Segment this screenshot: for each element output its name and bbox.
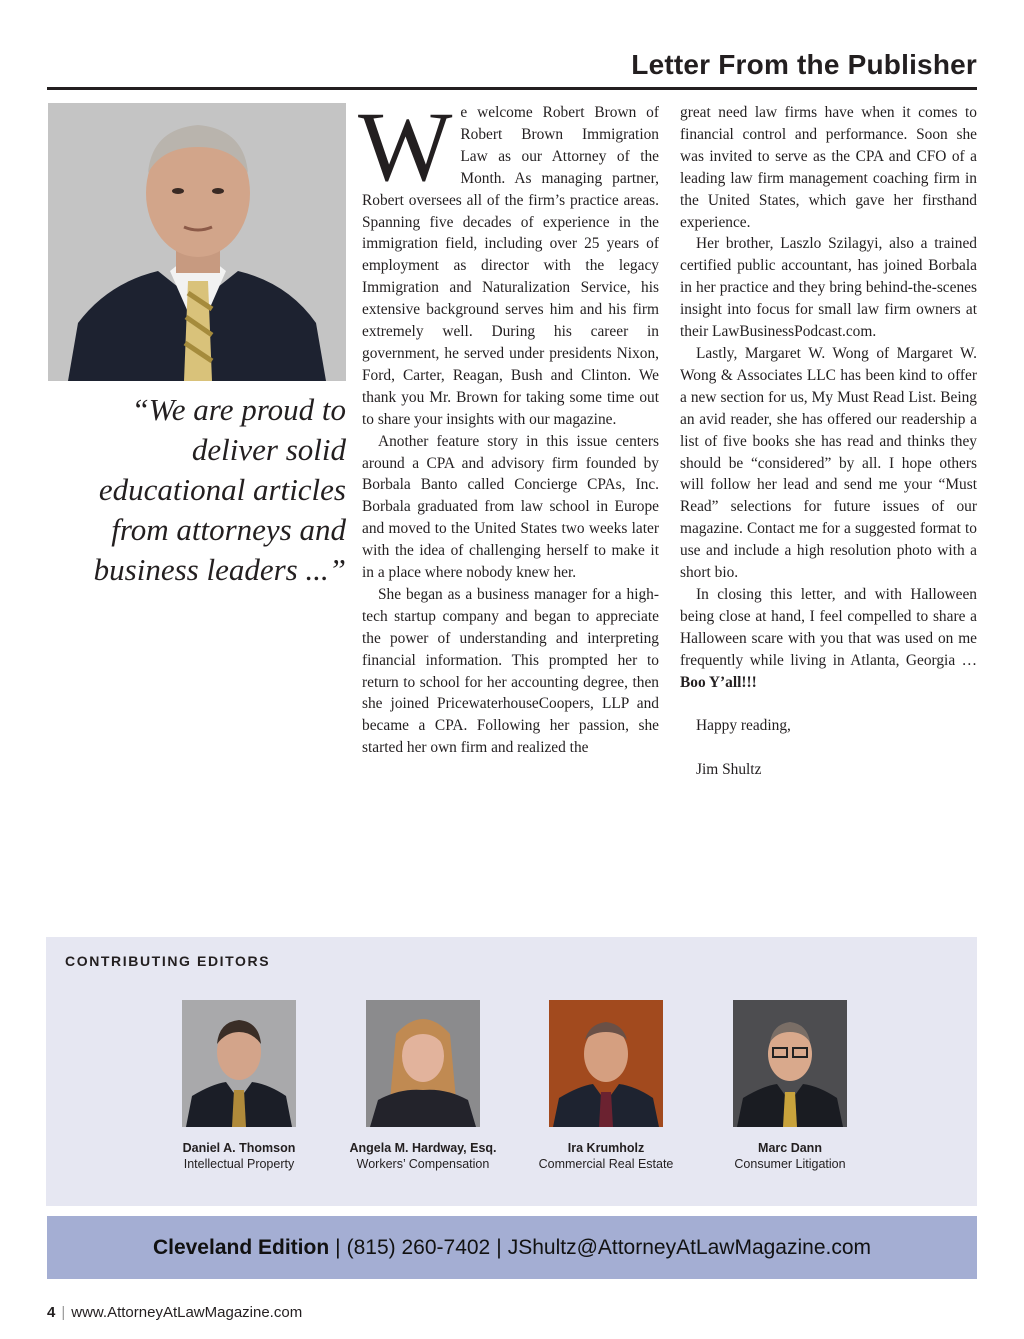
edition-name: Cleveland Edition: [152, 1235, 330, 1259]
letter-paragraph: She began as a business manager for a high-tech startup company and began to appreciate the power of understanding and interpreting financial information. This prompted her to return to school for her accounting degree, then she joined PricewaterhouseCoopers, LLP and became a CPA. Following her passion, she started her own firm and realized the: [362, 585, 659, 757]
signoff: Happy reading,: [696, 717, 791, 735]
drop-cap: W: [358, 91, 453, 202]
editor-card: [151, 1000, 327, 1172]
editor-portrait-photo: [182, 1000, 296, 1127]
editor-role: Intellectual Property: [183, 1157, 295, 1171]
editor-role: Commercial Real Estate: [538, 1157, 674, 1171]
header-rule: [47, 87, 977, 90]
edition-separator: |: [335, 1235, 341, 1259]
editor-name: Angela M. Hardway, Esq.: [349, 1141, 497, 1155]
letter-closing-paragraph: In closing this letter, and with Halloween being close at hand, I feel compelled to share a Halloween scare with you that was used on me frequently while living in Atlanta, Georgia … Boo Y’all!!!: [680, 585, 977, 691]
editor-name: Ira Krumholz: [567, 1141, 645, 1155]
letter-column-1: [358, 91, 659, 759]
editor-portrait-photo: [733, 1000, 847, 1127]
editor-name: Daniel A. Thomson: [182, 1141, 296, 1155]
editor-role: Consumer Litigation: [734, 1157, 846, 1171]
letter-paragraph: great need law firms have when it comes to financial control and performance. Soon she was invited to serve as the CPA and CFO of a leading law firm management coaching firm in the United States, which gave her firsthand experience.: [680, 104, 977, 231]
letter-paragraph: Her brother, Laszlo Szilagyi, also a trained certified public accountant, has joined Borbala in her practice and they bring behind-the-scenes insight into focus for small law firm owners at their LawBusinessPodcast.com.: [680, 235, 977, 341]
edition-email[interactable]: JShultz@AttorneyAtLawMagazine.com: [507, 1235, 872, 1259]
footer-url[interactable]: www.AttorneyAtLawMagazine.com: [71, 1304, 303, 1321]
closing-exclamation: Boo Y’all!!!: [680, 673, 757, 691]
portrait-illustration: [48, 103, 346, 381]
editor-name: Marc Dann: [758, 1141, 822, 1155]
publisher-portrait-photo: [48, 103, 346, 381]
letter-column-2: [680, 102, 977, 781]
letter-paragraph: Another feature story in this issue centers around a CPA and advisory firm founded by Borbala Banto called Concierge CPAs, Inc. Borbala graduated from law school in Europe and moved to the United States two weeks later with the idea of challenging herself to make it in a place where nobody knew her.: [362, 432, 659, 582]
edition-phone[interactable]: (815) 260-7402: [346, 1235, 491, 1259]
editor-portrait-photo: [366, 1000, 480, 1127]
letter-paragraph: Lastly, Margaret W. Wong of Margaret W. Wong & Associates LLC has been kind to offer a new section for us, My Must Read List. Being an avid reader, she has offered our readership a list of five books she has read and thinks they should be “considered” by all. I hope others will follow her lead and send me your “Must Read” selections for future issues of our magazine. Contact me for a suggested format to use and include a high resolution photo with a short bio.: [680, 344, 977, 582]
page-footer: [47, 1304, 302, 1321]
footer-separator: |: [61, 1304, 66, 1321]
edition-separator: |: [496, 1235, 502, 1259]
page-number: 4: [47, 1304, 56, 1321]
page-title: Letter From the Publisher: [631, 49, 977, 80]
letter-paragraph: We welcome Robert Brown of Robert Brown Immigration Law as our Attorney of the Month. As managing partner, Robert oversees all of the firm’s practice areas. Spanning five decades of experience in the immigration field, including over 25 years of employment as director with the legacy Immigration and Naturalization Service, his extensive background serves him and his firm extremely well. During his career in government, he served under presidents Nixon, Ford, Carter, Reagan, Bush and Clinton. We thank you Mr. Brown for taking some time out to share your insights with our magazine.: [358, 91, 659, 428]
edition-contact-bar: [47, 1216, 977, 1279]
editor-role: Workers’ Compensation: [356, 1157, 490, 1171]
editor-card: [518, 1000, 694, 1172]
editor-portrait-photo: [549, 1000, 663, 1127]
pull-quote: “We are proud to deliver solid educational articles from attorneys and business leaders ...”: [93, 392, 346, 587]
editors-heading: CONTRIBUTING EDITORS: [65, 953, 271, 969]
editor-card: [702, 1000, 878, 1172]
editor-card: [335, 1000, 511, 1172]
contributing-editors-panel: [46, 937, 977, 1206]
signature: Jim Shultz: [696, 761, 762, 779]
